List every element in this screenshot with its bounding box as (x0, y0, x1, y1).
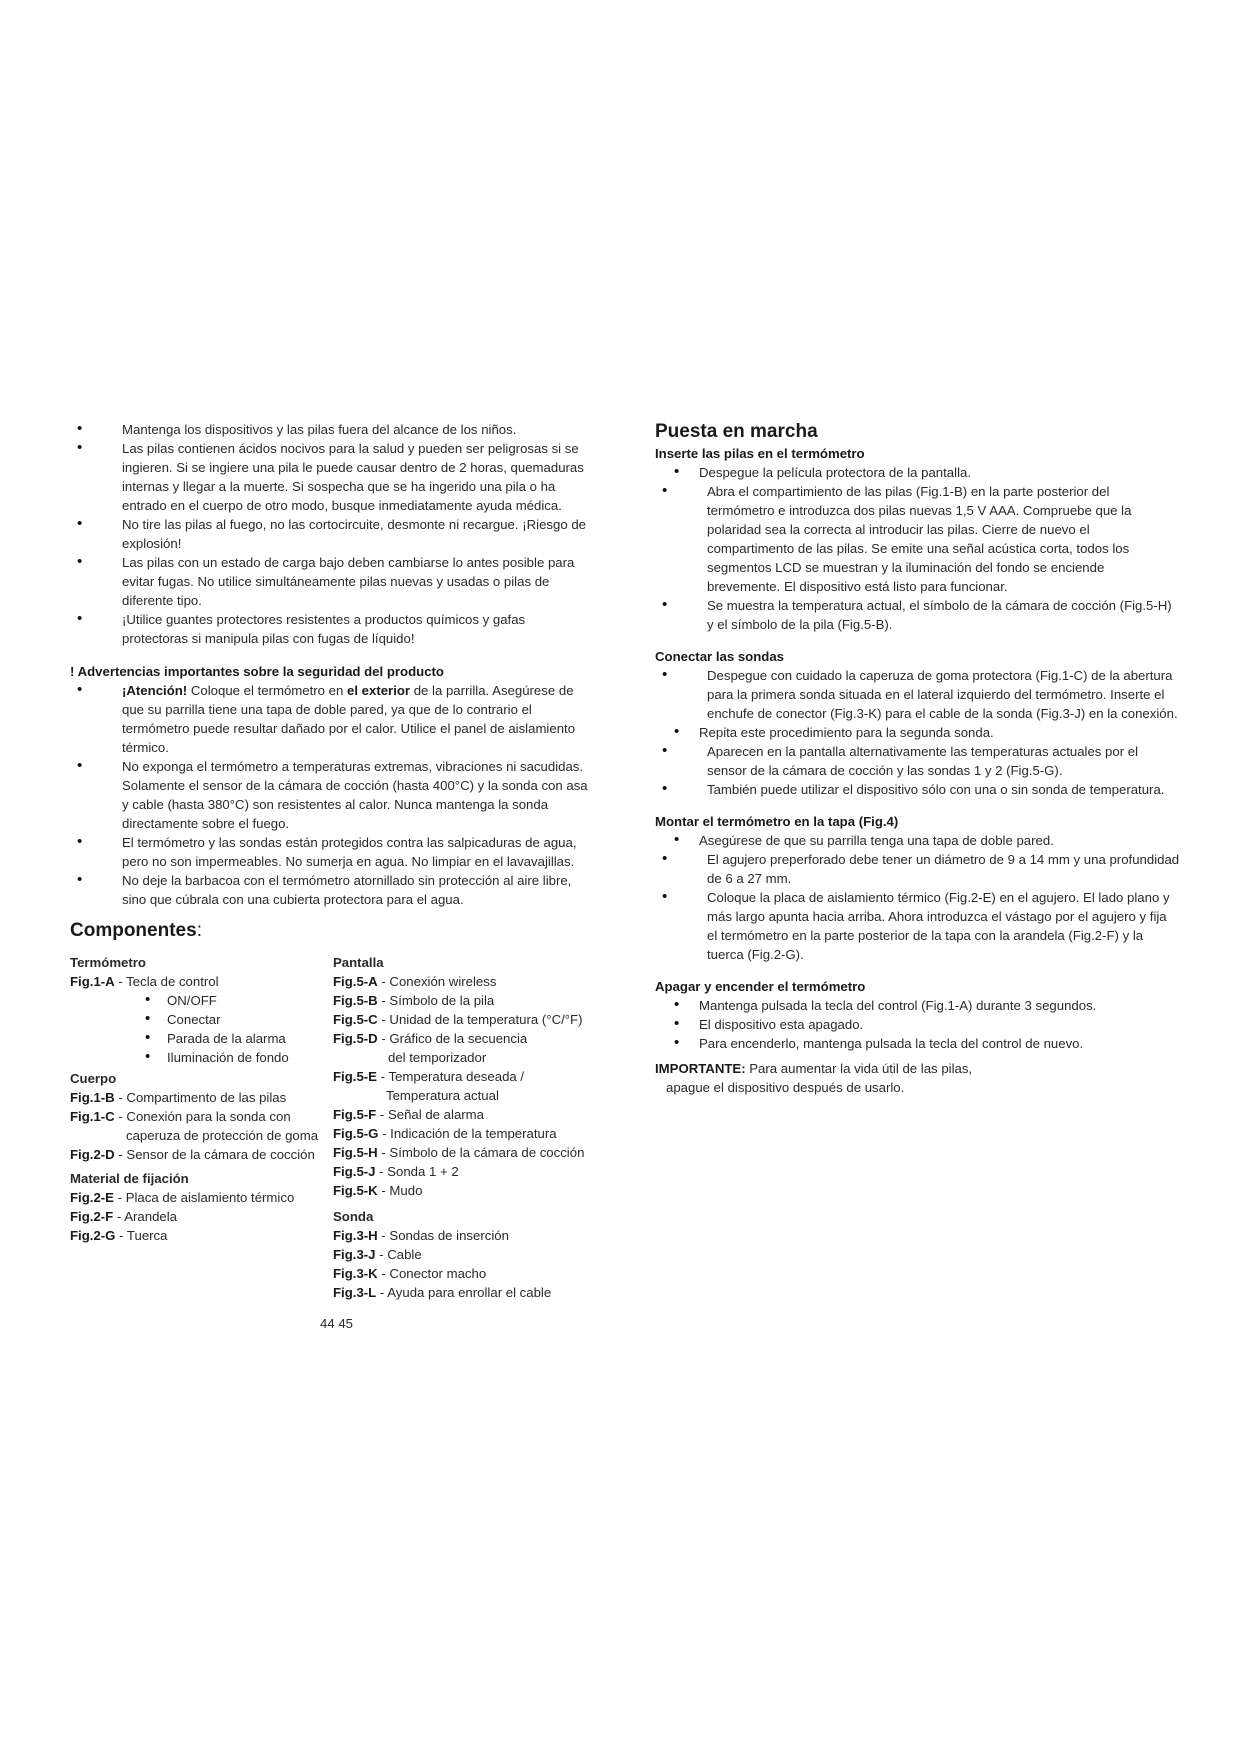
list-item: • Mantenga los dispositivos y las pilas fuera del alcance de los niños. (70, 420, 590, 439)
component-row: Fig.3-H - Sondas de inserción (333, 1228, 509, 1243)
list-item (70, 681, 590, 757)
insert-batteries-list (655, 463, 1180, 634)
component-row: Fig.3-J - Cable (333, 1247, 422, 1262)
list-item: • El termómetro y las sondas están protegidos contra las salpicaduras de agua, pero no son impermeables. No sumerja en agua. No limpiar en el lavavajillas. (70, 833, 590, 871)
exterior-label: el exterior (347, 683, 411, 698)
list-item: • Despegue con cuidado la caperuza de goma protectora (Fig.1-C) de la abertura para la primera sonda situada en el lateral izquierdo del termómetro. Inserte el enchufe de conector (Fig.3-K) para el cable de la sonda (Fig.3-J) en la conexión. (655, 666, 1180, 723)
important-note: IMPORTANTE: Para aumentar la vida útil de las pilas, (655, 1061, 973, 1076)
power-heading: Apagar y encender el termómetro (655, 979, 866, 994)
page-numbers: 44 45 (320, 1316, 354, 1331)
battery-safety-list (70, 420, 590, 648)
important-label: IMPORTANTE: (655, 1061, 746, 1076)
component-row: Fig.1-C - Conexión para la sonda con (70, 1109, 291, 1124)
mount-heading: Montar el termómetro en la tapa (Fig.4) (655, 814, 899, 829)
component-row-cont: Temperatura actual (386, 1088, 499, 1103)
connect-probes-list (655, 666, 1180, 799)
mount-list (655, 831, 1180, 964)
component-row: Fig.5-B - Símbolo de la pila (333, 993, 495, 1008)
attention-label: ¡Atención! (122, 683, 188, 698)
component-row: Fig.1-B - Compartimento de las pilas (70, 1090, 287, 1105)
connect-probes-heading: Conectar las sondas (655, 649, 784, 664)
component-row: Fig.5-H - Símbolo de la cámara de cocción (333, 1145, 585, 1160)
component-row: Fig.2-E - Placa de aislamiento térmico (70, 1190, 295, 1205)
insert-batteries-heading: Inserte las pilas en el termómetro (655, 446, 865, 461)
list-item: • Asegúrese de que su parrilla tenga una tapa de doble pared. (655, 831, 1180, 850)
component-row-cont: del temporizador (388, 1050, 487, 1065)
component-row: Fig.3-K - Conector macho (333, 1266, 487, 1281)
list-item: • ¡Utilice guantes protectores resistentes a productos químicos y gafas protectoras si manipula pilas con fugas de líquido! (70, 610, 590, 648)
list-item: • El agujero preperforado debe tener un diámetro de 9 a 14 mm y una profundidad de 6 a 27 mm. (655, 850, 1180, 888)
list-item: • Abra el compartimiento de las pilas (Fig.1-B) en la parte posterior del termómetro e introduzca dos pilas nuevas 1,5 V AAA. Compruebe que la polaridad sea la correcta al introducir las pilas. Cierre de nuevo el compartimento de las pilas. Se emite una señal acústica corta, todos los segmentos LCD se muestran y la iluminación del fondo se enciende brevemente. El dispositivo está listo para funcionar. (655, 482, 1180, 596)
list-item: • No tire las pilas al fuego, no las cortocircuite, desmonte ni recargue. ¡Riesgo de explosión! (70, 515, 590, 553)
list-item: • También puede utilizar el dispositivo sólo con una o sin sonda de temperatura. (655, 780, 1180, 799)
components-column-2 (333, 951, 603, 1302)
list-item: • Aparecen en la pantalla alternativamente las temperaturas actuales por el sensor de la cámara de cocción y las sondas 1 y 2 (Fig.5-G). (655, 742, 1180, 780)
component-row: Fig.5-G - Indicación de la temperatura (333, 1126, 557, 1141)
component-row: Fig.5-D - Gráfico de la secuencia (333, 1031, 528, 1046)
component-row-cont: caperuza de protección de goma (126, 1128, 319, 1143)
component-row: Fig.5-A - Conexión wireless (333, 974, 497, 989)
termometro-heading: Termómetro (70, 955, 146, 970)
list-item: • Coloque la placa de aislamiento térmico (Fig.2-E) en el agujero. El lado plano y más largo apunta hacia arriba. Ahora introduzca el vástago por el agujero y fija el termómetro en la parte posterior de la tapa con la arandela (Fig.2-F) y la tuerca (Fig.2-G). (655, 888, 1180, 964)
list-item: • Para encenderlo, mantenga pulsada la tecla del control de nuevo. (655, 1034, 1180, 1053)
control-key-functions (70, 991, 325, 1067)
list-item: • Las pilas con un estado de carga bajo deben cambiarse lo antes posible para evitar fugas. No utilice simultáneamente pilas nuevas y usadas o pilas de diferente tipo. (70, 553, 590, 610)
list-item: • Iluminación de fondo (70, 1048, 325, 1067)
warning-text: de la parrilla. Asegúrese de que su parrilla tiene una tapa de doble pared, ya que de lo contrario el termómetro puede resultar dañado por el calor. Utilice el panel de aislamiento térmico. (122, 683, 576, 755)
component-row: Fig.2-G - Tuerca (70, 1228, 168, 1243)
pantalla-heading: Pantalla (333, 955, 384, 970)
components-title: Componentes: (70, 920, 202, 941)
component-row: Fig.5-J - Sonda 1 + 2 (333, 1164, 459, 1179)
component-row: Fig.1-A - Tecla de control (70, 974, 219, 989)
list-item: • Mantenga pulsada la tecla del control (Fig.1-A) durante 3 segundos. (655, 996, 1180, 1015)
list-item: • Parada de la alarma (70, 1029, 325, 1048)
warning-text: Coloque el termómetro en (187, 683, 347, 698)
list-item: • No exponga el termómetro a temperaturas extremas, vibraciones ni sacudidas. Solamente el sensor de la cámara de cocción (hasta 400°C) y la sonda con asa y cable (hasta 380°C) son resistentes al calor. Nunca mantenga la sonda directamente sobre el fuego. (70, 757, 590, 833)
list-item: • Las pilas contienen ácidos nocivos para la salud y pueden ser peligrosas si se ingieren. Si se ingiere una pila le puede causar dentro de 2 horas, quemaduras internas y llegar a la muerte. Si sospecha que se ha ingerido una pila o ha entrado en el cuerpo de otro modo, busque inmediatamente ayuda médica. (70, 439, 590, 515)
components-section (70, 951, 590, 1323)
list-item: • El dispositivo esta apagado. (655, 1015, 1180, 1034)
power-list (655, 996, 1180, 1053)
material-heading: Material de fijación (70, 1171, 189, 1186)
component-row: Fig.5-F - Señal de alarma (333, 1107, 484, 1122)
important-note-cont: apague el dispositivo después de usarlo. (666, 1080, 905, 1095)
right-column (655, 420, 1180, 1097)
list-item: • Se muestra la temperatura actual, el símbolo de la cámara de cocción (Fig.5-H) y el símbolo de la pila (Fig.5-B). (655, 596, 1180, 634)
warnings-heading: ! Advertencias importantes sobre la seguridad del producto (70, 664, 444, 679)
list-item: • Conectar (70, 1010, 325, 1029)
cuerpo-heading: Cuerpo (70, 1071, 117, 1086)
list-item: • No deje la barbacoa con el termómetro atornillado sin protección al aire libre, sino que cúbrala con una cubierta protectora para el agua. (70, 871, 590, 909)
warnings-list (70, 681, 590, 909)
list-item: • Repita este procedimiento para la segunda sonda. (655, 723, 1180, 742)
component-row: Fig.5-K - Mudo (333, 1183, 423, 1198)
component-row: Fig.5-C - Unidad de la temperatura (°C/°F) (333, 1012, 583, 1027)
component-row: Fig.2-F - Arandela (70, 1209, 178, 1224)
section-title: Puesta en marcha (655, 421, 818, 442)
component-row: Fig.5-E - Temperatura deseada / (333, 1069, 525, 1084)
components-column-1 (70, 951, 325, 1245)
list-item: • ON/OFF (70, 991, 325, 1010)
left-column (70, 420, 590, 1323)
component-row: Fig.2-D - Sensor de la cámara de cocción (70, 1147, 315, 1162)
sonda-heading: Sonda (333, 1209, 374, 1224)
list-item: • Despegue la película protectora de la pantalla. (655, 463, 1180, 482)
component-row: Fig.3-L - Ayuda para enrollar el cable (333, 1285, 552, 1300)
